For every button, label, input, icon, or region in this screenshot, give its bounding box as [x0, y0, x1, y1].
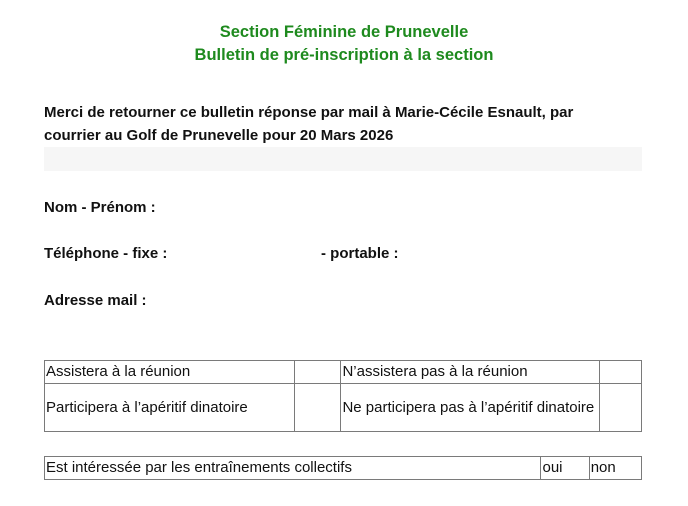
email-field-label: Adresse mail : — [44, 292, 147, 309]
aperitif-attend-label: Participera à l’apéritif dinatoire — [45, 384, 295, 432]
training-no-option[interactable]: non — [589, 457, 641, 480]
phone-fixed-label: Téléphone - fixe : — [44, 245, 168, 262]
aperitif-decline-checkbox-cell[interactable] — [599, 384, 641, 432]
document-subtitle: Bulletin de pré-inscription à la section — [194, 46, 494, 64]
instructions-line-2: courrier au Golf de Prunevelle pour 20 Mars 2026 — [44, 127, 394, 144]
training-interest-label: Est intéressée par les entraînements collectifs — [45, 457, 541, 480]
training-interest-table — [44, 456, 642, 480]
attendance-table — [44, 360, 642, 432]
instructions-line-1: Merci de retourner ce bulletin réponse par mail à Marie-Cécile Esnault, par — [44, 104, 574, 121]
table-row — [45, 457, 642, 480]
phone-mobile-label: - portable : — [321, 245, 399, 262]
meeting-decline-label: N’assistera pas à la réunion — [341, 361, 599, 384]
aperitif-attend-checkbox-cell[interactable] — [295, 384, 341, 432]
table-row — [45, 361, 642, 384]
meeting-attend-checkbox-cell[interactable] — [295, 361, 341, 384]
name-field-label: Nom - Prénom : — [44, 199, 156, 216]
training-yes-option[interactable]: oui — [541, 457, 589, 480]
meeting-decline-checkbox-cell[interactable] — [599, 361, 641, 384]
table-row — [45, 384, 642, 432]
document-title: Section Féminine de Prunevelle — [219, 23, 469, 41]
meeting-attend-label: Assistera à la réunion — [45, 361, 295, 384]
aperitif-decline-label: Ne participera pas à l’apéritif dinatoire — [341, 384, 599, 432]
blank-shaded-line — [44, 147, 642, 171]
instructions-paragraph — [44, 101, 644, 147]
